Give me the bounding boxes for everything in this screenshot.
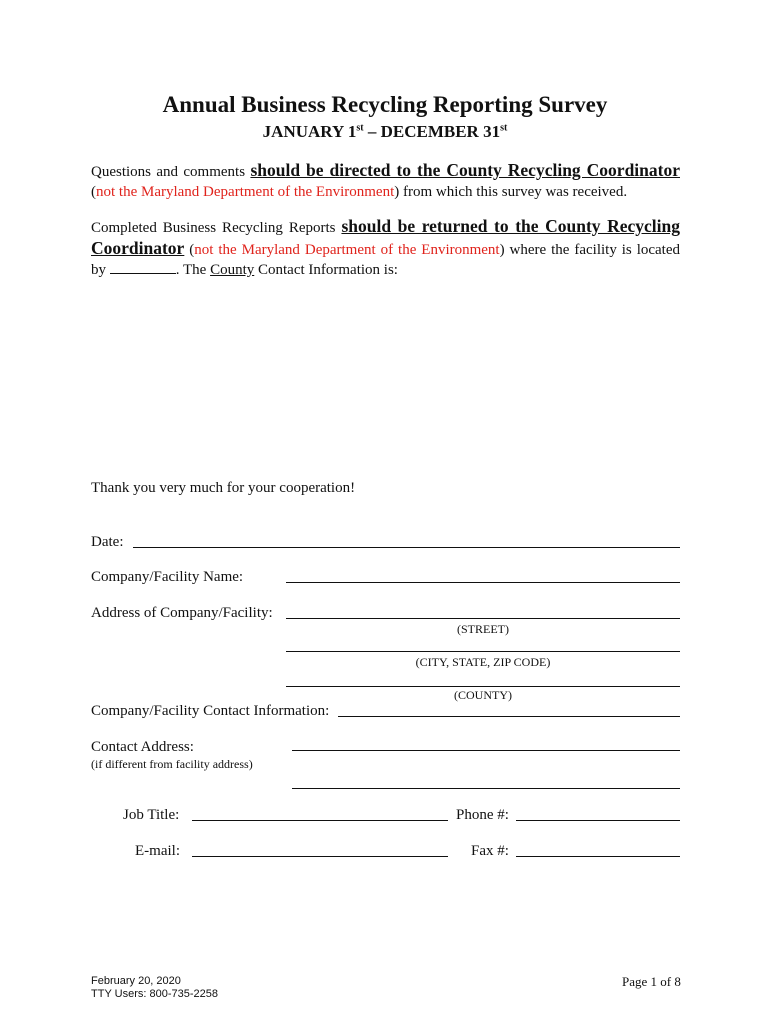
- contact-info-field[interactable]: [338, 716, 680, 717]
- questions-text: Questions and comments: [91, 164, 251, 180]
- phone-label: Phone #:: [456, 807, 509, 823]
- fax-label: Fax #:: [471, 843, 509, 859]
- date-label: Date:: [91, 534, 124, 550]
- city-state-zip-field[interactable]: [286, 651, 680, 652]
- contact-address-field-1[interactable]: [292, 750, 680, 751]
- contact-address-note: (if different from facility address): [91, 757, 253, 771]
- completed-reports-text: Completed Business Recycling Reports: [91, 220, 342, 236]
- street-field[interactable]: [286, 618, 680, 619]
- directed-to-coordinator: should be directed to the County Recycling Coordinator: [250, 160, 680, 180]
- city-state-zip-caption: (CITY, STATE, ZIP CODE): [415, 655, 551, 669]
- return-line-3: [91, 260, 680, 280]
- footer-tty: TTY Users: 800-735-2258: [91, 988, 218, 1000]
- footer-info: [91, 975, 218, 1001]
- contact-info-label: Company/Facility Contact Information:: [91, 703, 330, 719]
- facility-located-text: ) where the facility is located: [499, 242, 680, 258]
- contact-address-label: Contact Address:: [91, 739, 194, 755]
- county-word: County: [210, 262, 255, 278]
- company-name-field[interactable]: [286, 582, 680, 583]
- return-line-1: [91, 216, 680, 238]
- open-paren: (: [91, 184, 96, 200]
- not-mde-note: not the Maryland Department of the Environment: [194, 242, 500, 258]
- fax-field[interactable]: [516, 856, 680, 857]
- not-mde-note: not the Maryland Department of the Environment: [96, 184, 395, 200]
- street-caption: (STREET): [457, 622, 509, 636]
- return-line-2: [91, 238, 680, 260]
- survey-received-text: ) from which this survey was received.: [394, 184, 628, 200]
- county-caption: (COUNTY): [454, 688, 512, 702]
- address-label: Address of Company/Facility:: [91, 605, 273, 621]
- page-number: Page 1 of 8: [622, 974, 681, 989]
- period-end-suffix: st: [500, 122, 508, 134]
- due-date-blank[interactable]: [110, 261, 176, 274]
- contact-address-field-2[interactable]: [292, 788, 680, 789]
- footer-date: February 20, 2020: [91, 975, 181, 987]
- questions-line-2: [91, 182, 680, 202]
- phone-field[interactable]: [516, 820, 680, 821]
- period-start-suffix: st: [356, 122, 364, 134]
- period-end: – DECEMBER 31: [363, 122, 501, 141]
- county-field[interactable]: [286, 686, 680, 687]
- date-field[interactable]: [133, 547, 680, 548]
- job-title-label: Job Title:: [123, 807, 180, 823]
- return-paragraph: [91, 216, 680, 280]
- job-title-field[interactable]: [192, 820, 448, 821]
- contact-info-text: Contact Information is:: [254, 262, 398, 278]
- questions-line-1: [91, 160, 680, 182]
- period-start: JANUARY 1: [262, 122, 357, 141]
- email-label: E-mail:: [135, 843, 180, 859]
- coordinator-word: Coordinator: [91, 238, 185, 258]
- reporting-period: [0, 122, 770, 142]
- returned-to-coordinator: should be returned to the County Recycling: [341, 216, 681, 236]
- email-field[interactable]: [192, 856, 448, 857]
- questions-paragraph: [91, 160, 680, 202]
- by-word: by: [91, 262, 110, 278]
- company-name-label: Company/Facility Name:: [91, 569, 244, 585]
- the-text: . The: [175, 262, 211, 278]
- thank-you-text: Thank you very much for your cooperation!: [91, 480, 356, 496]
- document-title: Annual Business Recycling Reporting Survey: [162, 92, 608, 117]
- open-paren: (: [184, 242, 195, 258]
